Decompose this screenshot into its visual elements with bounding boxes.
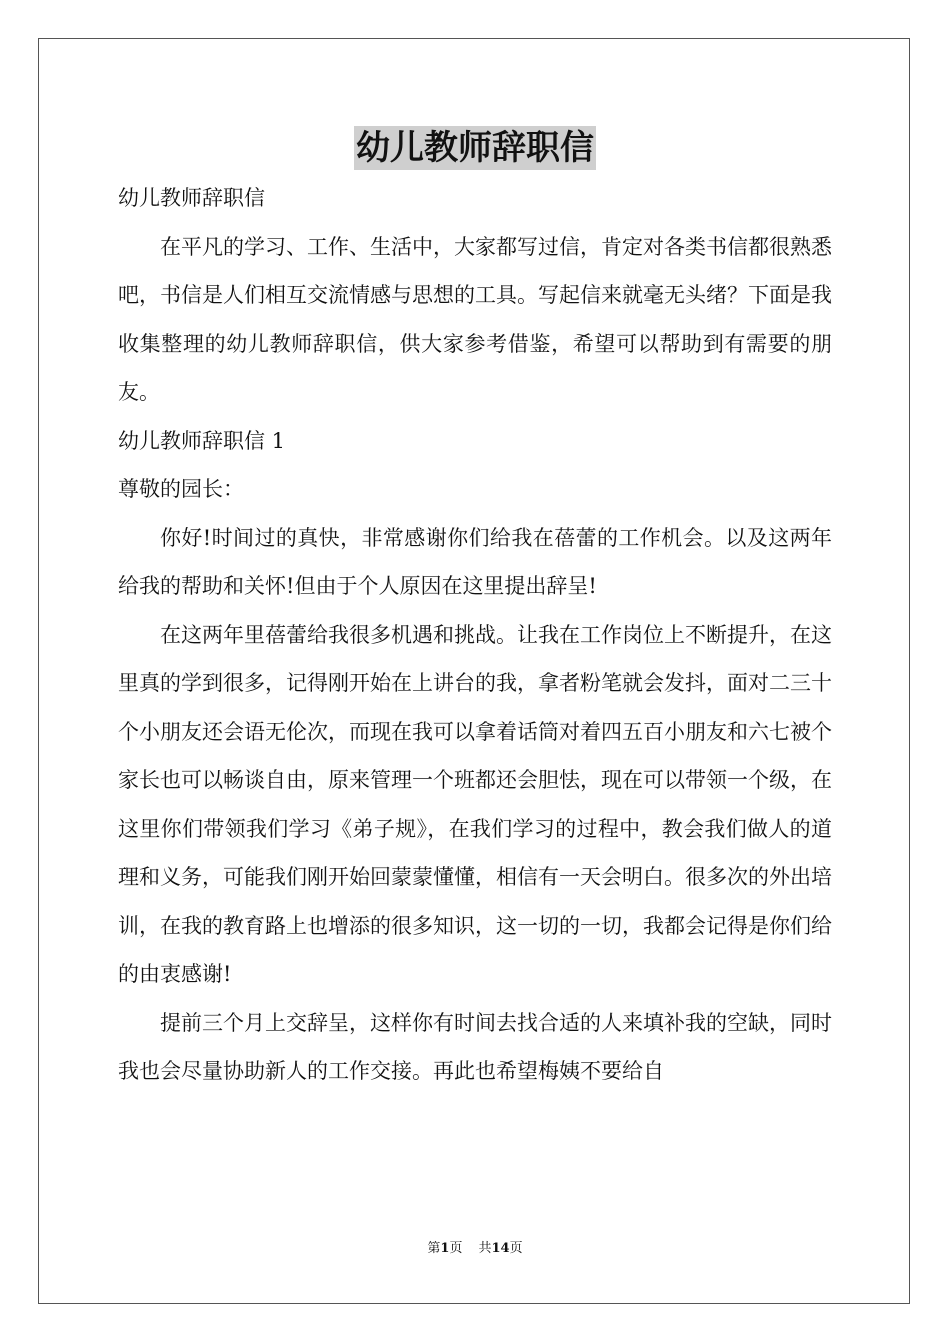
title-container xyxy=(0,126,950,170)
total-suffix: 页 xyxy=(509,1241,523,1256)
page-total: 14 xyxy=(491,1241,510,1256)
page-current: 1 xyxy=(440,1241,450,1256)
total-prefix: 共 xyxy=(478,1241,492,1256)
paragraph: 尊敬的园长： xyxy=(118,477,244,501)
document-title: 幼儿教师辞职信 xyxy=(356,128,594,168)
paragraph: 在平凡的学习、工作、生活中，大家都写过信，肯定对各类书信都很熟悉吧，书信是人们相互交流情感与思想的工具。写起信来就毫无头绪？下面是我收集整理的幼儿教师辞职信，供大家参考借鉴，希望可以帮助到有需要的朋友。 xyxy=(118,234,832,404)
page-footer xyxy=(0,1240,950,1258)
page-suffix: 页 xyxy=(449,1241,463,1256)
paragraph: 幼儿教师辞职信 xyxy=(118,186,265,210)
paragraph: 你好!时间过的真快，非常感谢你们给我在蓓蕾的工作机会。以及这两年给我的帮助和关怀!但由于个人原因在这里提出辞呈! xyxy=(118,525,832,598)
paragraph: 在这两年里蓓蕾给我很多机遇和挑战。让我在工作岗位上不断提升，在这里真的学到很多，记得刚开始在上讲台的我，拿者粉笔就会发抖，面对二三十个小朋友还会语无伦次，而现在我可以拿着话筒对着四五百小朋友和六七被个家长也可以畅谈自由，原来管理一个班都还会胆怯，现在可以带领一个级，在这里你们带领我们学习《弟子规》，在我们学习的过程中，教会我们做人的道理和义务，可能我们刚开始回蒙蒙懂懂，相信有一天会明白。很多次的外出培训，在我的教育路上也增添的很多知识，这一切的一切，我都会记得是你们给的由衷感谢! xyxy=(118,622,832,986)
document-body xyxy=(118,174,832,1096)
page-prefix: 第 xyxy=(427,1241,441,1256)
paragraph: 幼儿教师辞职信 1 xyxy=(118,428,286,453)
paragraph: 提前三个月上交辞呈，这样你有时间去找合适的人来填补我的空缺，同时我也会尽量协助新人的工作交接。再此也希望梅姨不要给自 xyxy=(118,1010,832,1083)
